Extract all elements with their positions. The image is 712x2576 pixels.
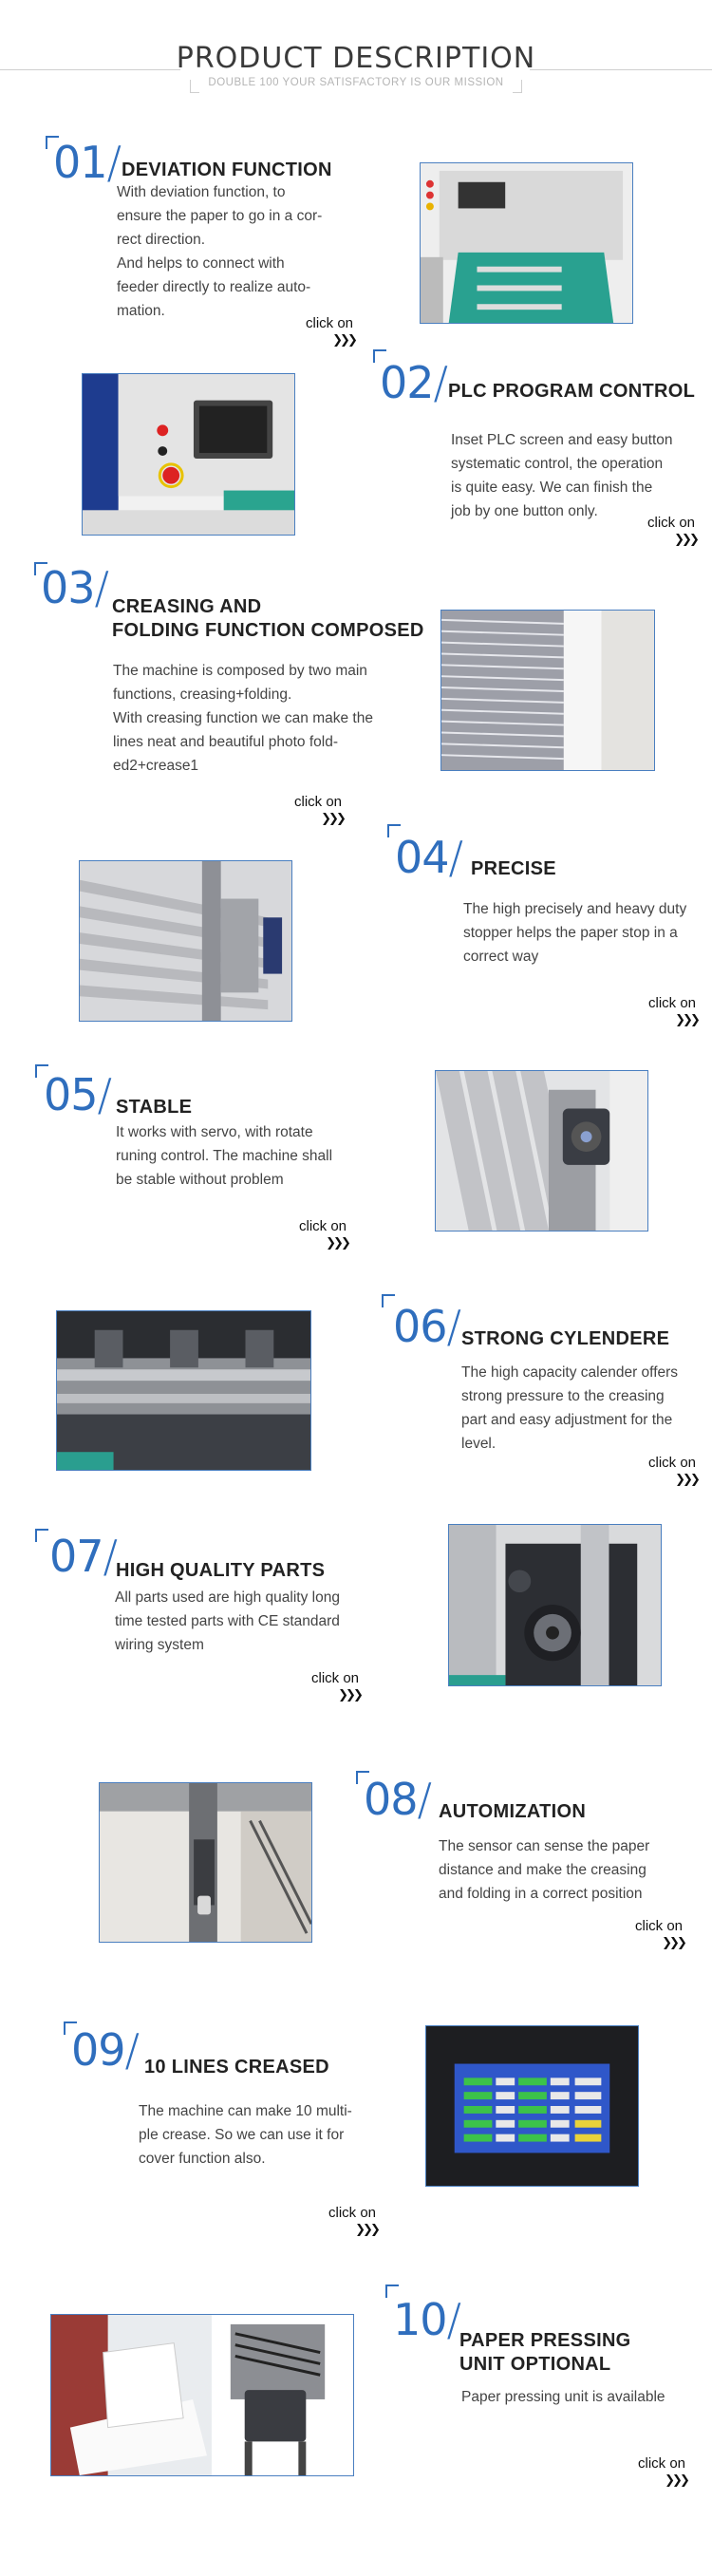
section-09-photo	[425, 2025, 639, 2187]
page-title: PRODUCT DESCRIPTION	[176, 42, 536, 75]
section-02-description: Inset PLC screen and easy button systematic control, the operation is quite easy. We can finish the job by one button only.	[451, 432, 673, 519]
section-06-title: STRONG CYLENDERE	[461, 1328, 670, 1349]
section-09-title: 10 LINES CREASED	[144, 2057, 329, 2078]
section-07-description: All parts used are high quality long time tested parts with CE standard wiring system	[115, 1589, 340, 1653]
section-06-description: The high capacity calender offers strong pressure to the creasing part and easy adjustment for the level.	[461, 1364, 679, 1452]
section-07-click-on-link[interactable]: click on ❯❯❯	[302, 1670, 368, 1702]
chevrons-right-icon: ❯❯❯	[662, 1935, 684, 1949]
section-07-photo	[448, 1524, 662, 1686]
section-08-photo	[99, 1782, 312, 1943]
section-09-description: The machine can make 10 multi- ple crease. So we can use it for cover function also.	[139, 2103, 352, 2167]
chevrons-right-icon: ❯❯❯	[675, 1472, 698, 1486]
section-05-title: STABLE	[116, 1097, 193, 1118]
section-02-title: PLC PROGRAM CONTROL	[448, 381, 696, 402]
section-03-click-on-link[interactable]: click on ❯❯❯	[285, 794, 351, 826]
section-04-description: The high precisely and heavy duty stopper helps the paper stop in a correct way	[463, 901, 687, 965]
section-02-number: 02/	[380, 357, 448, 408]
chevrons-right-icon: ❯❯❯	[355, 2222, 378, 2236]
section-07-number: 07/	[49, 1531, 118, 1582]
section-03-photo	[440, 610, 655, 771]
section-10-click-on-link[interactable]: click on ❯❯❯	[628, 2455, 695, 2488]
section-04-number: 04/	[395, 832, 463, 883]
section-08-title: AUTOMIZATION	[439, 1801, 587, 1822]
section-09-number: 09/	[71, 2024, 140, 2076]
section-06-click-on-link[interactable]: click on ❯❯❯	[639, 1455, 705, 1487]
section-03-title: CREASING AND FOLDING FUNCTION COMPOSED	[112, 596, 424, 641]
section-06-number: 06/	[393, 1301, 461, 1352]
section-02-photo	[82, 373, 295, 536]
section-01-number: 01/	[53, 137, 122, 188]
section-04-title: PRECISE	[471, 858, 556, 879]
section-08-number: 08/	[364, 1774, 432, 1825]
section-05-click-on-link[interactable]: click on ❯❯❯	[290, 1218, 356, 1250]
chevrons-right-icon: ❯❯❯	[674, 532, 697, 546]
chevrons-right-icon: ❯❯❯	[675, 1012, 698, 1026]
section-05-description: It works with servo, with rotate runing control. The machine shall be stable without problem	[116, 1124, 333, 1188]
section-08-description: The sensor can sense the paper distance and make the creasing and folding in a correct position	[439, 1838, 650, 1902]
section-04-photo	[79, 860, 292, 1022]
chevrons-right-icon: ❯❯❯	[332, 332, 355, 347]
chevrons-right-icon: ❯❯❯	[665, 2473, 687, 2487]
section-10-title: PAPER PRESSING UNIT OPTIONAL	[459, 2330, 631, 2375]
section-08-click-on-link[interactable]: click on ❯❯❯	[626, 1918, 692, 1950]
section-03-description: The machine is composed by two main functions, creasing+folding. With creasing function we can make the lines neat and beautiful photo fold- ed2+crease1	[113, 663, 373, 774]
section-02-click-on-link[interactable]: click on ❯❯❯	[638, 515, 704, 547]
section-01-photo	[420, 162, 633, 324]
section-01-click-on-link[interactable]: click on ❯❯❯	[296, 315, 363, 348]
section-01-description: With deviation function, to ensure the paper to go in a cor- rect direction. And helps to connect with feeder directly to realize auto- mation.	[117, 184, 323, 319]
chevrons-right-icon: ❯❯❯	[321, 811, 344, 825]
section-04-click-on-link[interactable]: click on ❯❯❯	[639, 995, 705, 1027]
chevrons-right-icon: ❯❯❯	[326, 1235, 348, 1250]
section-10-description: Paper pressing unit is available	[461, 2389, 665, 2405]
section-05-number: 05/	[44, 1069, 112, 1120]
chevrons-right-icon: ❯❯❯	[338, 1687, 361, 1702]
section-01-title: DEVIATION FUNCTION	[122, 160, 332, 180]
page-subtitle: DOUBLE 100 YOUR SATISFACTORY IS OUR MISSION	[208, 77, 504, 88]
section-06-photo	[56, 1310, 311, 1471]
section-05-photo	[435, 1070, 648, 1232]
section-07-title: HIGH QUALITY PARTS	[116, 1560, 326, 1581]
section-07-corner	[35, 1529, 48, 1542]
section-10-number: 10/	[393, 2294, 461, 2345]
section-09-click-on-link[interactable]: click on ❯❯❯	[319, 2205, 385, 2237]
section-03-number: 03/	[41, 562, 109, 613]
section-10-photo	[50, 2314, 354, 2476]
